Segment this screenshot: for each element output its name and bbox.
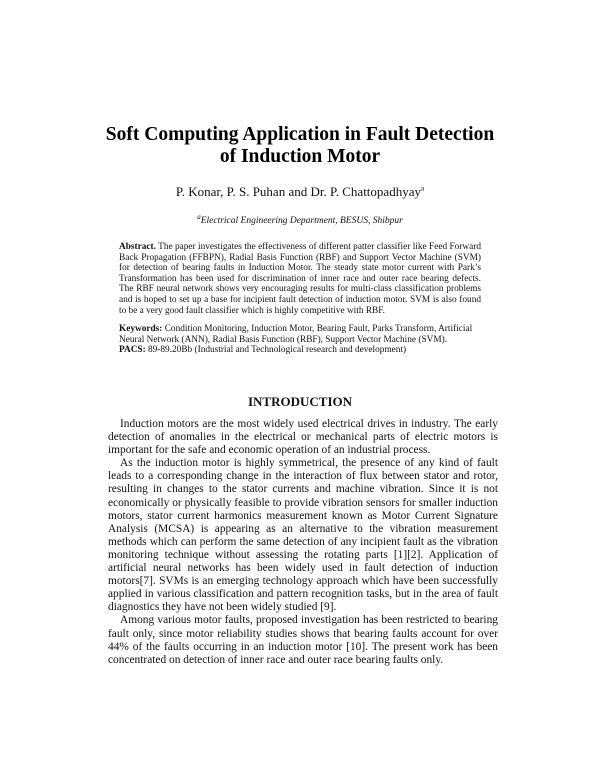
affiliation bbox=[60, 212, 540, 227]
abstract-text: The paper investigates the effectiveness of different patter classifier like Feed Forward Back Propagation (FFBPN), Radial Basis Function (RBF) and Support Vector Machine (SVM) for detection of bearing faults in Induction Motor. The steady state motor current with Park’s Transformation has been used for discrimination of inner race and outer race bearing defects. The RBF neural network shows very encouraging results for multi-class classification problems and is hoped to set up a base for incipient fault detection of induction motor. SVM is also found to be a very good fault classifier which is highly competitive with RBF. bbox=[119, 242, 481, 316]
paragraph: Among various motor faults, proposed investigation has been restricted to bearing fault only, since motor reliability studies shows that bearing faults account for over 44% of the faults occurring in an induction motor [10]. The present work has been concentrated on detection of inner race and outer race bearing faults only. bbox=[108, 614, 498, 666]
authors-text: P. Konar, P. S. Puhan and Dr. P. Chattopadhyay bbox=[175, 184, 421, 199]
pacs-text: 89-89.20Bb (Industrial and Technological research and development) bbox=[145, 345, 407, 355]
pacs bbox=[119, 345, 481, 356]
paper-title bbox=[60, 124, 540, 168]
affiliation-superscript: a bbox=[197, 212, 201, 221]
paragraph: Induction motors are the most widely used electrical drives in industry. The early detection of anomalies in the electrical or mechanical parts of electric motors is important for the safe and economic operation of an industrial process. bbox=[108, 418, 498, 457]
pacs-label: PACS: bbox=[119, 345, 146, 355]
authors-superscript: a bbox=[420, 184, 425, 193]
paragraph: As the induction motor is highly symmetrical, the presence of any kind of fault leads to a corresponding change in the interaction of flux between stator and rotor, resulting in changes to the stator currents and machine vibration. Since it is not economically or physically feasible to provide vibration sensors for smaller induction motors, stator current harmonics measurement known as Motor Current Signature Analysis (MCSA) is appearing as an alternative to the vibration measurement methods which can perform the same detection of any incipient fault as the vibration monitoring technique without assessing the rotating parts [1][2]. Application of artificial neural networks has been widely used in fault detection of induction motors[7]. SVMs is an emerging technology approach which have been successfully applied in various classification and pattern recognition tasks, but in the area of fault diagnostics they have not been widely studied [9]. bbox=[108, 457, 498, 614]
abstract-label: Abstract. bbox=[119, 242, 156, 252]
abstract bbox=[119, 242, 481, 316]
title-line-1: Soft Computing Application in Fault Detection bbox=[105, 124, 495, 145]
affiliation-text: Electrical Engineering Department, BESUS, Shibpur bbox=[200, 216, 403, 226]
section-heading: INTRODUCTION bbox=[247, 394, 352, 409]
keywords-label: Keywords: bbox=[119, 324, 163, 334]
introduction-body bbox=[108, 418, 498, 667]
author-list bbox=[60, 184, 540, 200]
title-line-2: of Induction Motor bbox=[219, 146, 381, 167]
keywords-text: Condition Monitoring, Induction Motor, Bearing Fault, Parks Transform, Artificial Neural Network (ANN), Radial Basis Function (RBF), Support Vector Machine (SVM). bbox=[119, 324, 473, 345]
keywords bbox=[119, 324, 481, 345]
